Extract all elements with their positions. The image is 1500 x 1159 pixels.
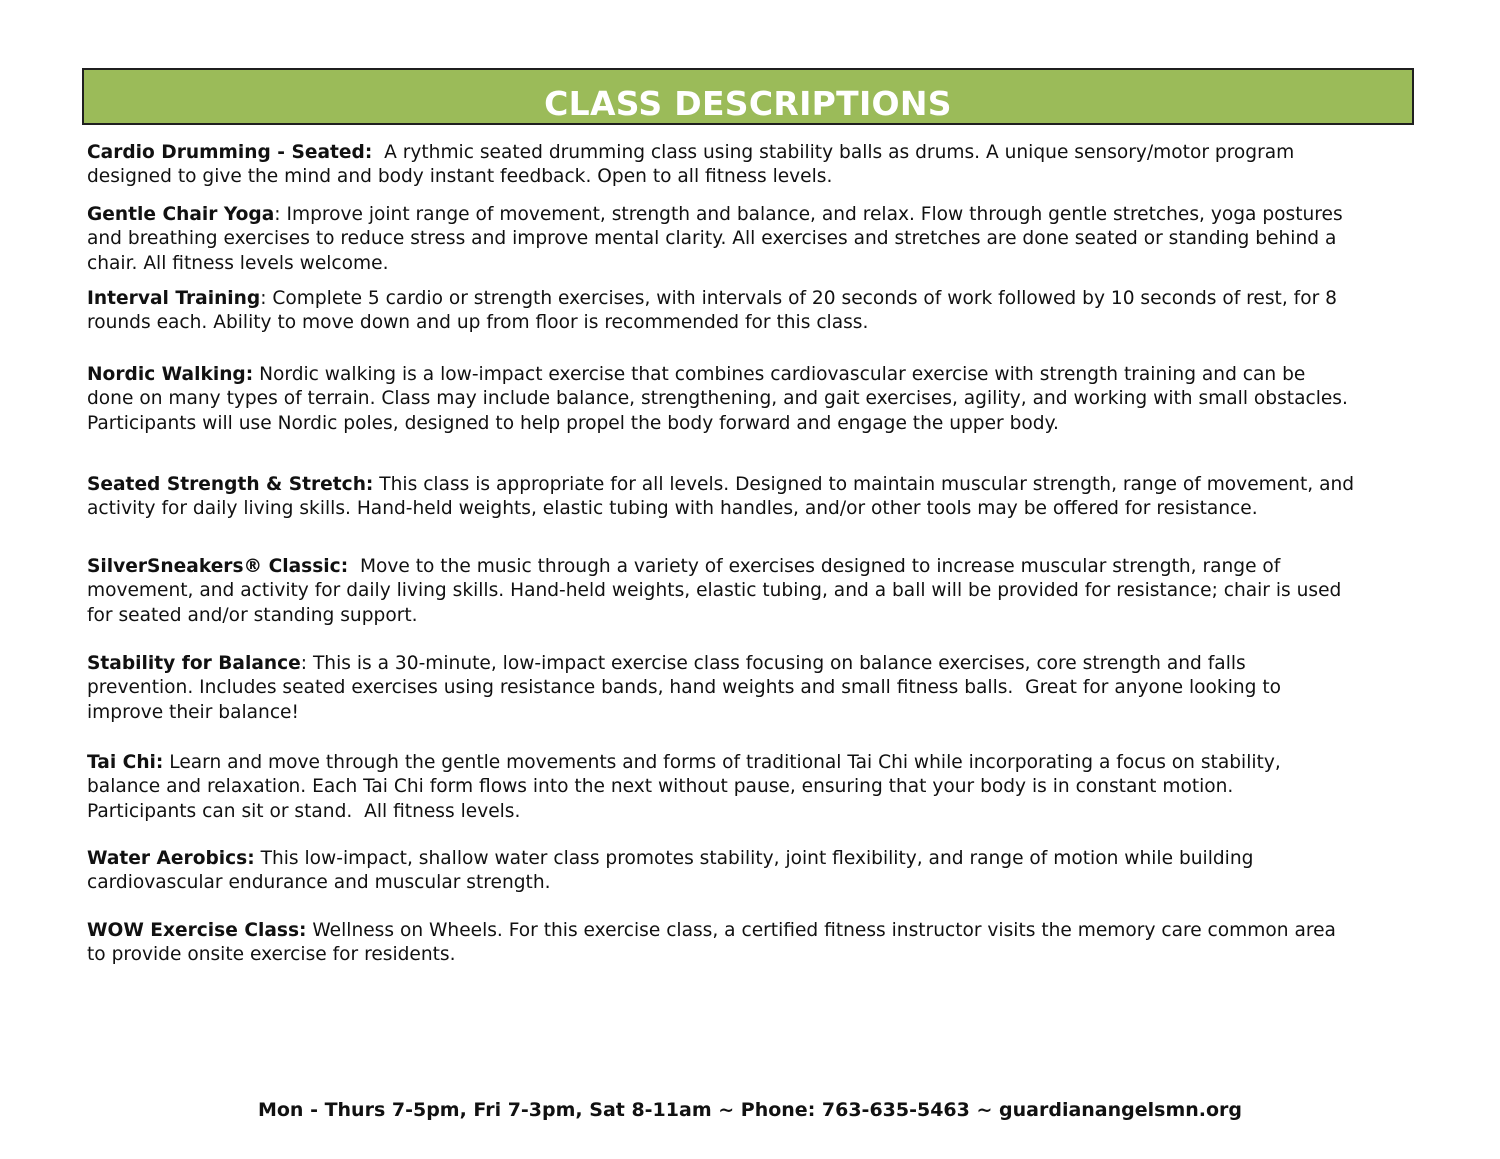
- class-entry-gentle-chair-yoga: [87, 203, 1427, 276]
- class-line: chair. All fitness levels welcome.: [87, 252, 389, 274]
- class-line: for seated and/or standing support.: [87, 604, 418, 626]
- class-line: [87, 847, 1427, 871]
- class-description: This low-impact, shallow water class promotes stability, joint flexibility, and range of motion while building: [254, 848, 1254, 869]
- class-entry-silversneakers-classic: [87, 555, 1427, 628]
- class-line: Participants will use Nordic poles, designed to help propel the body forward and engage the upper body.: [87, 412, 1059, 434]
- class-line: to provide onsite exercise for residents.: [87, 944, 456, 966]
- page-title: CLASS DESCRIPTIONS: [544, 84, 952, 123]
- class-description: This class is appropriate for all levels. Designed to maintain muscular strength, range of movement, and: [373, 474, 1355, 495]
- class-name: Interval Training: [87, 288, 261, 309]
- footer-contact-info: Mon - Thurs 7-5pm, Fri 7-3pm, Sat 8-11am ~ Phone: 763-635-5463 ~ guardianangelsmn.org: [257, 1099, 1243, 1121]
- class-line: movement, and activity for daily living skills. Hand-held weights, elastic tubing, and a ball will be provided for resistance; chair is used: [87, 580, 1342, 602]
- class-line: balance and relaxation. Each Tai Chi form flows into the next without pause, ensuring that your body is in constant motion.: [87, 776, 1234, 798]
- class-description: : This is a 30-minute, low-impact exercise class focusing on balance exercises, core strength and falls: [300, 653, 1246, 674]
- class-description: Move to the music through a variety of exercises designed to increase muscular strength, range of: [348, 556, 1281, 577]
- class-line: [87, 203, 1427, 227]
- class-name: Cardio Drumming - Seated:: [87, 142, 373, 163]
- class-description: : Improve joint range of movement, strength and balance, and relax. Flow through gentle stretches, yoga postures: [274, 204, 1343, 225]
- class-entry-cardio-drumming: [87, 141, 1427, 190]
- class-line: [87, 919, 1427, 943]
- class-name: Water Aerobics:: [87, 848, 255, 869]
- class-name: WOW Exercise Class:: [87, 920, 307, 941]
- class-entry-interval-training: [87, 287, 1427, 336]
- class-name: Gentle Chair Yoga: [87, 204, 275, 225]
- class-line: [87, 652, 1427, 676]
- class-entry-seated-strength-stretch: [87, 473, 1427, 522]
- class-line: [87, 141, 1427, 165]
- class-line: designed to give the mind and body instant feedback. Open to all fitness levels.: [87, 166, 833, 188]
- class-line: Participants can sit or stand. All fitness levels.: [87, 800, 521, 822]
- class-line: cardiovascular endurance and muscular strength.: [87, 872, 551, 894]
- class-line: rounds each. Ability to move down and up from floor is recommended for this class.: [87, 312, 869, 334]
- class-name: Stability for Balance: [87, 653, 301, 674]
- class-line: and breathing exercises to reduce stress and improve mental clarity. All exercises and stretches are done seated or standing behind a: [87, 228, 1337, 250]
- class-line: [87, 363, 1427, 387]
- class-line: improve their balance!: [87, 701, 299, 723]
- class-entry-stability-for-balance: [87, 652, 1427, 725]
- class-line: done on many types of terrain. Class may include balance, strengthening, and gait exercises, agility, and working with small obstacles.: [87, 388, 1348, 410]
- class-description: A rythmic seated drumming class using stability balls as drums. A unique sensory/motor program: [372, 142, 1295, 163]
- class-name: SilverSneakers® Classic:: [87, 556, 349, 577]
- class-name: Seated Strength & Stretch:: [87, 474, 374, 495]
- class-line: [87, 473, 1427, 497]
- class-description: Nordic walking is a low-impact exercise that combines cardiovascular exercise with strength training and can be: [253, 364, 1306, 385]
- header-banner: [82, 68, 1414, 125]
- class-line: [87, 751, 1427, 775]
- class-name: Tai Chi:: [87, 752, 164, 773]
- class-name: Nordic Walking:: [87, 364, 254, 385]
- class-line: prevention. Includes seated exercises using resistance bands, hand weights and small fitness balls. Great for anyone looking to: [87, 677, 1282, 699]
- class-line: activity for daily living skills. Hand-held weights, elastic tubing with handles, and/or other tools may be offered for resistance.: [87, 498, 1258, 520]
- class-description: Wellness on Wheels. For this exercise class, a certified fitness instructor visits the memory care common area: [306, 920, 1336, 941]
- class-entry-tai-chi: [87, 751, 1427, 824]
- class-entry-wow-exercise-class: [87, 919, 1427, 968]
- class-line: [87, 555, 1427, 579]
- class-entry-water-aerobics: [87, 847, 1427, 896]
- class-description: : Complete 5 cardio or strength exercises, with intervals of 20 seconds of work followed by 10 seconds of rest, for 8: [260, 288, 1337, 309]
- class-entry-nordic-walking: [87, 363, 1427, 436]
- class-line: [87, 287, 1427, 311]
- class-description: Learn and move through the gentle movements and forms of traditional Tai Chi while incorporating a focus on stability,: [163, 752, 1281, 773]
